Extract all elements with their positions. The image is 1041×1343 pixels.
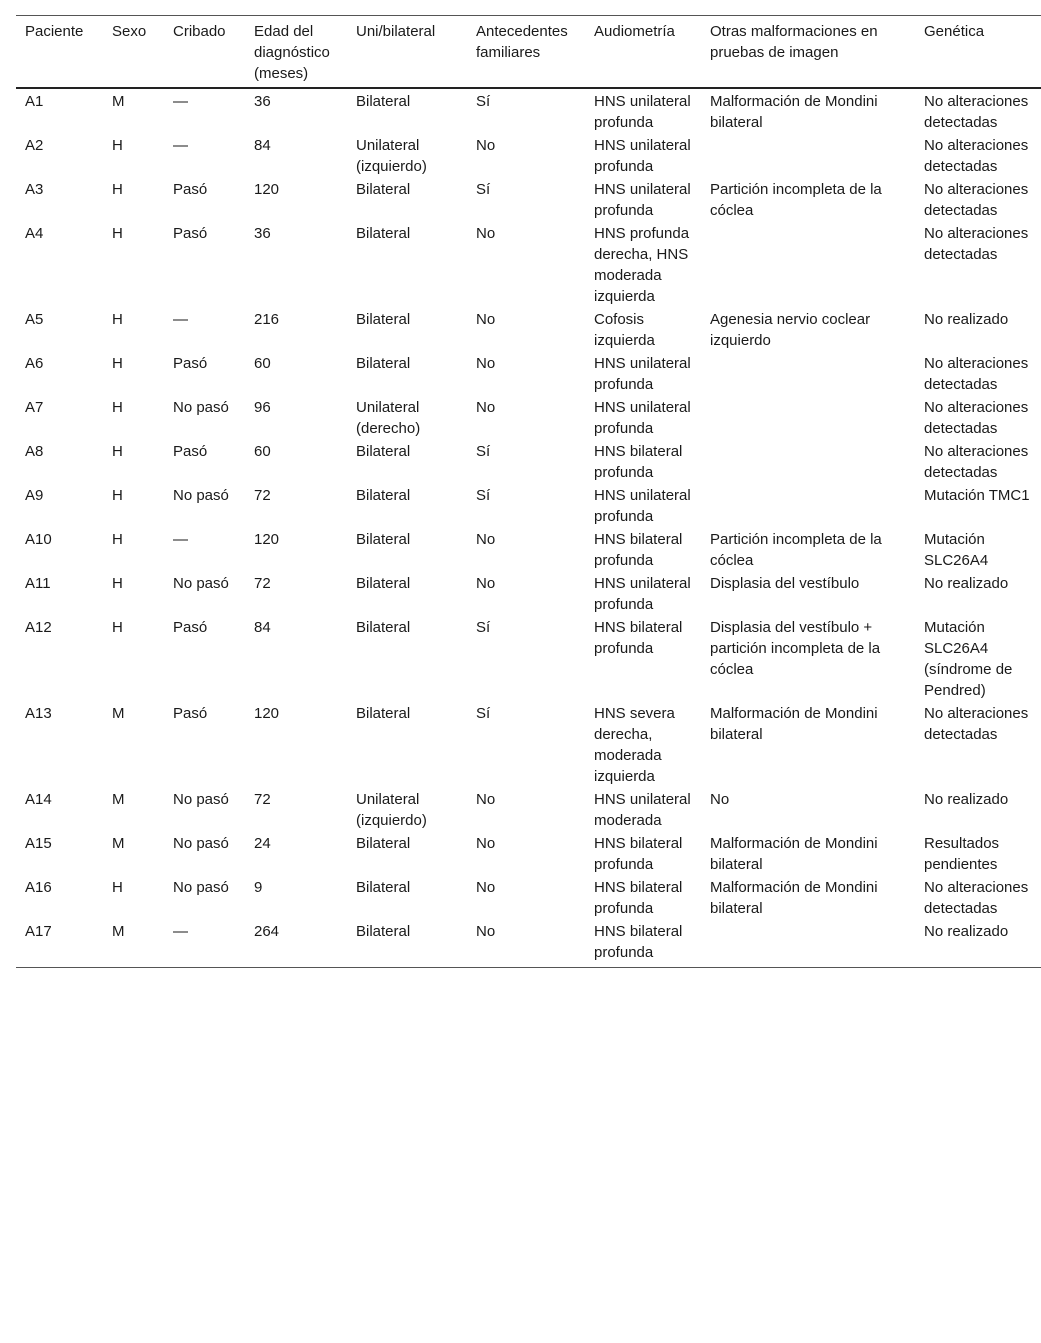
cell-sexo: H xyxy=(112,531,123,548)
cell-paciente: A4 xyxy=(25,225,44,242)
cell-sexo: H xyxy=(112,487,123,504)
cell-edad: 36 xyxy=(254,225,271,242)
cell-malformaciones: Partición incompleta de la cóclea xyxy=(710,531,882,569)
cell-malformaciones xyxy=(701,396,915,440)
table-row xyxy=(16,88,1041,134)
cell-uni-bilateral: Unilateral (izquierdo) xyxy=(356,137,427,175)
cell-edad: 72 xyxy=(254,575,271,592)
cell-edad: 9 xyxy=(254,879,263,896)
table-row xyxy=(16,572,1041,616)
cell-cribado: No pasó xyxy=(173,399,229,416)
cell-cribado: — xyxy=(173,923,188,940)
cell-malformaciones xyxy=(701,222,915,308)
cell-genetica: Resultados pendientes xyxy=(924,835,1000,873)
cell-audiometria: HNS bilateral profunda xyxy=(594,923,683,961)
cell-genetica: No realizado xyxy=(924,791,1009,808)
header-audiometria: Audiometría xyxy=(594,23,675,40)
cell-sexo: M xyxy=(112,835,125,852)
cell-edad: 60 xyxy=(254,443,271,460)
cell-sexo: H xyxy=(112,399,123,416)
cell-edad: 120 xyxy=(254,531,280,548)
cell-sexo: M xyxy=(112,705,125,722)
cell-cribado: — xyxy=(173,93,188,110)
cell-malformaciones: Malformación de Mondini bilateral xyxy=(710,705,878,743)
cell-paciente: A13 xyxy=(25,705,52,722)
cell-antecedentes: No xyxy=(476,791,496,808)
cell-cribado: No pasó xyxy=(173,575,229,592)
cell-malformaciones xyxy=(701,134,915,178)
cell-malformaciones: Malformación de Mondini bilateral xyxy=(710,835,878,873)
cell-uni-bilateral: Bilateral xyxy=(356,225,411,242)
cell-genetica: No alteraciones detectadas xyxy=(924,225,1029,263)
cell-antecedentes: Sí xyxy=(476,619,491,636)
cell-uni-bilateral: Bilateral xyxy=(356,93,411,110)
cell-paciente: A1 xyxy=(25,93,44,110)
cell-uni-bilateral: Bilateral xyxy=(356,531,411,548)
cell-genetica: No alteraciones detectadas xyxy=(924,705,1029,743)
cell-antecedentes: No xyxy=(476,399,496,416)
cell-uni-bilateral: Bilateral xyxy=(356,487,411,504)
cell-paciente: A8 xyxy=(25,443,44,460)
cell-paciente: A6 xyxy=(25,355,44,372)
cell-sexo: H xyxy=(112,575,123,592)
cell-sexo: H xyxy=(112,619,123,636)
cell-genetica: No alteraciones detectadas xyxy=(924,137,1029,175)
cell-sexo: H xyxy=(112,225,123,242)
cell-sexo: H xyxy=(112,137,123,154)
cell-audiometria: HNS severa derecha, moderada izquierda xyxy=(594,705,675,785)
header-sexo: Sexo xyxy=(112,23,147,40)
cell-audiometria: HNS unilateral profunda xyxy=(594,575,691,613)
header-row xyxy=(16,16,1041,89)
cell-paciente: A12 xyxy=(25,619,52,636)
cell-paciente: A14 xyxy=(25,791,52,808)
cell-cribado: Pasó xyxy=(173,443,208,460)
cell-genetica: Mutación TMC1 xyxy=(924,487,1030,504)
cell-malformaciones xyxy=(701,352,915,396)
patients-table xyxy=(16,15,1041,968)
cell-audiometria: Cofosis izquierda xyxy=(594,311,655,349)
table-row xyxy=(16,178,1041,222)
cell-malformaciones: Displasia del vestíbulo xyxy=(710,575,860,592)
cell-uni-bilateral: Bilateral xyxy=(356,923,411,940)
cell-uni-bilateral: Bilateral xyxy=(356,835,411,852)
cell-cribado: Pasó xyxy=(173,619,208,636)
cell-edad: 120 xyxy=(254,181,280,198)
cell-cribado: Pasó xyxy=(173,181,208,198)
cell-sexo: H xyxy=(112,443,123,460)
table-row xyxy=(16,832,1041,876)
cell-genetica: No alteraciones detectadas xyxy=(924,879,1029,917)
cell-malformaciones: Displasia del vestíbulo + partición incompleta de la cóclea xyxy=(710,619,881,678)
cell-genetica: Mutación SLC26A4 (síndrome de Pendred) xyxy=(924,619,1013,699)
header-antecedentes: Antecedentes familiares xyxy=(476,23,568,61)
cell-genetica: No alteraciones detectadas xyxy=(924,355,1029,393)
cell-audiometria: HNS bilateral profunda xyxy=(594,531,683,569)
cell-paciente: A3 xyxy=(25,181,44,198)
cell-paciente: A10 xyxy=(25,531,52,548)
header-edad: Edad del diagnóstico (meses) xyxy=(254,23,330,82)
cell-uni-bilateral: Bilateral xyxy=(356,705,411,722)
cell-malformaciones xyxy=(701,484,915,528)
cell-antecedentes: No xyxy=(476,225,496,242)
table-row xyxy=(16,308,1041,352)
cell-audiometria: HNS profunda derecha, HNS moderada izquierda xyxy=(594,225,690,305)
cell-sexo: H xyxy=(112,181,123,198)
cell-edad: 120 xyxy=(254,705,280,722)
cell-uni-bilateral: Bilateral xyxy=(356,181,411,198)
cell-cribado: Pasó xyxy=(173,355,208,372)
table-row xyxy=(16,396,1041,440)
cell-cribado: No pasó xyxy=(173,487,229,504)
cell-cribado: Pasó xyxy=(173,705,208,722)
cell-paciente: A2 xyxy=(25,137,44,154)
cell-sexo: M xyxy=(112,923,125,940)
cell-sexo: M xyxy=(112,791,125,808)
header-uni-bilateral: Uni/bilateral xyxy=(356,23,436,40)
table-row xyxy=(16,134,1041,178)
cell-genetica: No realizado xyxy=(924,575,1009,592)
cell-genetica: No realizado xyxy=(924,311,1009,328)
cell-edad: 60 xyxy=(254,355,271,372)
table-row xyxy=(16,352,1041,396)
cell-audiometria: HNS unilateral profunda xyxy=(594,93,691,131)
cell-paciente: A9 xyxy=(25,487,44,504)
cell-antecedentes: No xyxy=(476,923,496,940)
cell-sexo: H xyxy=(112,311,123,328)
cell-cribado: — xyxy=(173,311,188,328)
cell-uni-bilateral: Unilateral (izquierdo) xyxy=(356,791,427,829)
cell-genetica: No realizado xyxy=(924,923,1009,940)
cell-cribado: — xyxy=(173,137,188,154)
cell-antecedentes: No xyxy=(476,835,496,852)
table-row xyxy=(16,876,1041,920)
cell-uni-bilateral: Bilateral xyxy=(356,443,411,460)
cell-malformaciones xyxy=(701,920,915,968)
cell-audiometria: HNS unilateral moderada xyxy=(594,791,691,829)
cell-paciente: A16 xyxy=(25,879,52,896)
table-row xyxy=(16,920,1041,968)
cell-malformaciones: No xyxy=(710,791,730,808)
cell-audiometria: HNS bilateral profunda xyxy=(594,443,683,481)
cell-audiometria: HNS unilateral profunda xyxy=(594,137,691,175)
cell-uni-bilateral: Unilateral (derecho) xyxy=(356,399,421,437)
cell-paciente: A11 xyxy=(25,575,51,592)
cell-audiometria: HNS unilateral profunda xyxy=(594,487,691,525)
cell-edad: 84 xyxy=(254,137,271,154)
cell-uni-bilateral: Bilateral xyxy=(356,311,411,328)
cell-genetica: Mutación SLC26A4 xyxy=(924,531,989,569)
cell-audiometria: HNS unilateral profunda xyxy=(594,181,691,219)
cell-audiometria: HNS unilateral profunda xyxy=(594,399,691,437)
cell-antecedentes: No xyxy=(476,355,496,372)
cell-cribado: No pasó xyxy=(173,879,229,896)
cell-antecedentes: Sí xyxy=(476,487,491,504)
cell-antecedentes: No xyxy=(476,575,496,592)
header-cribado: Cribado xyxy=(173,23,226,40)
cell-audiometria: HNS unilateral profunda xyxy=(594,355,691,393)
cell-edad: 72 xyxy=(254,487,271,504)
cell-sexo: H xyxy=(112,355,123,372)
cell-malformaciones: Partición incompleta de la cóclea xyxy=(710,181,882,219)
cell-edad: 84 xyxy=(254,619,271,636)
cell-uni-bilateral: Bilateral xyxy=(356,355,411,372)
cell-sexo: M xyxy=(112,93,125,110)
cell-malformaciones xyxy=(701,440,915,484)
cell-malformaciones: Malformación de Mondini bilateral xyxy=(710,879,878,917)
cell-paciente: A17 xyxy=(25,923,52,940)
cell-antecedentes: Sí xyxy=(476,93,491,110)
table-row xyxy=(16,616,1041,702)
cell-edad: 36 xyxy=(254,93,271,110)
table-row xyxy=(16,702,1041,788)
cell-paciente: A7 xyxy=(25,399,44,416)
cell-antecedentes: No xyxy=(476,137,496,154)
cell-antecedentes: Sí xyxy=(476,181,491,198)
cell-cribado: Pasó xyxy=(173,225,208,242)
table-header xyxy=(16,16,1041,89)
header-paciente: Paciente xyxy=(25,23,84,40)
cell-antecedentes: Sí xyxy=(476,705,491,722)
cell-antecedentes: No xyxy=(476,531,496,548)
cell-edad: 216 xyxy=(254,311,280,328)
cell-cribado: No pasó xyxy=(173,835,229,852)
cell-genetica: No alteraciones detectadas xyxy=(924,443,1029,481)
cell-edad: 264 xyxy=(254,923,280,940)
cell-uni-bilateral: Bilateral xyxy=(356,879,411,896)
table-row xyxy=(16,222,1041,308)
cell-paciente: A15 xyxy=(25,835,52,852)
cell-paciente: A5 xyxy=(25,311,44,328)
cell-genetica: No alteraciones detectadas xyxy=(924,399,1029,437)
cell-edad: 72 xyxy=(254,791,271,808)
cell-audiometria: HNS bilateral profunda xyxy=(594,879,683,917)
cell-antecedentes: No xyxy=(476,879,496,896)
cell-uni-bilateral: Bilateral xyxy=(356,575,411,592)
cell-audiometria: HNS bilateral profunda xyxy=(594,619,683,657)
cell-antecedentes: Sí xyxy=(476,443,491,460)
table-row xyxy=(16,440,1041,484)
table-row xyxy=(16,528,1041,572)
cell-genetica: No alteraciones detectadas xyxy=(924,93,1029,131)
cell-sexo: H xyxy=(112,879,123,896)
cell-antecedentes: No xyxy=(476,311,496,328)
cell-malformaciones: Agenesia nervio coclear izquierdo xyxy=(710,311,871,349)
cell-malformaciones: Malformación de Mondini bilateral xyxy=(710,93,878,131)
cell-audiometria: HNS bilateral profunda xyxy=(594,835,683,873)
cell-genetica: No alteraciones detectadas xyxy=(924,181,1029,219)
header-genetica: Genética xyxy=(924,23,985,40)
table-row xyxy=(16,484,1041,528)
cell-cribado: — xyxy=(173,531,188,548)
header-malformaciones: Otras malformaciones en pruebas de imagen xyxy=(710,23,878,61)
table-body xyxy=(16,88,1041,968)
cell-uni-bilateral: Bilateral xyxy=(356,619,411,636)
table-row xyxy=(16,788,1041,832)
cell-cribado: No pasó xyxy=(173,791,229,808)
cell-edad: 24 xyxy=(254,835,271,852)
cell-edad: 96 xyxy=(254,399,271,416)
